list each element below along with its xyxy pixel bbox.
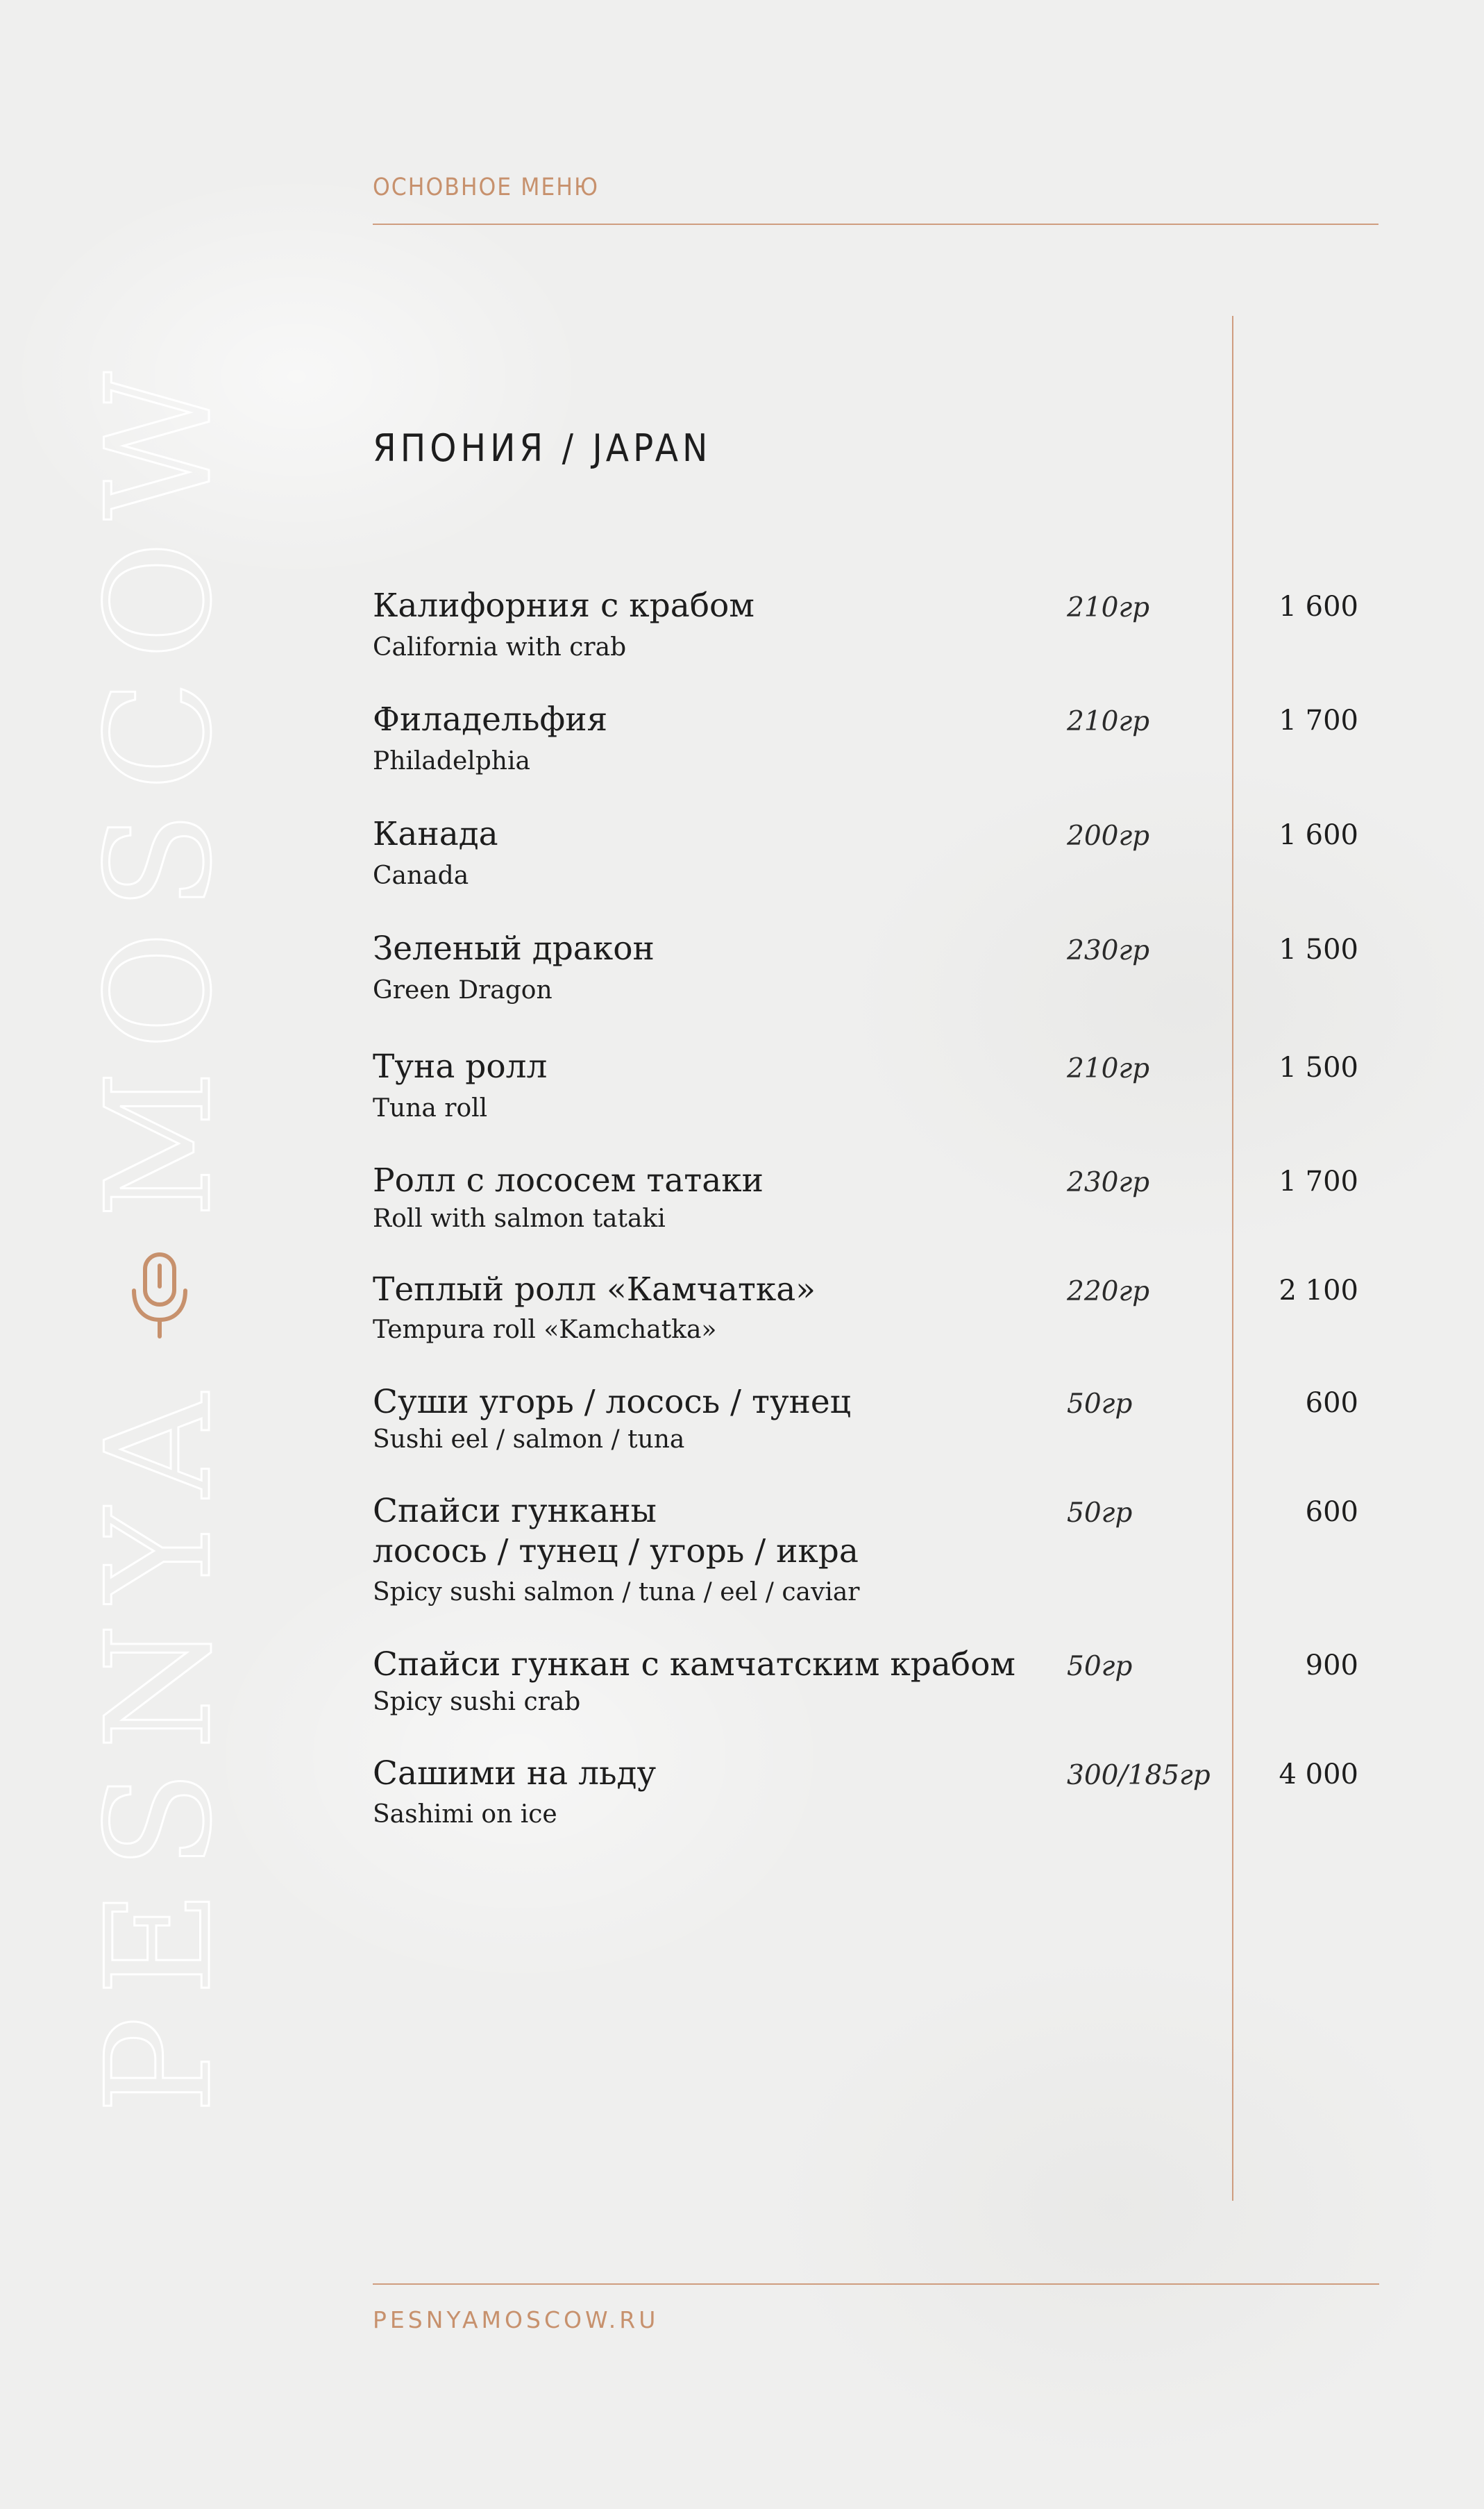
item-name: Теплый ролл «Камчатка»	[373, 1270, 816, 1309]
item-name: Калифорния с крабом	[373, 587, 754, 625]
item-name-english: Green Dragon	[373, 976, 553, 1005]
item-weight: 230гр	[1067, 935, 1150, 966]
item-price: 1 700	[1279, 705, 1358, 737]
menu-item	[373, 1644, 1358, 1748]
item-name-english: Tempura roll «Kamchatka»	[373, 1316, 717, 1344]
menu-item	[373, 1160, 1358, 1264]
item-price: 2 100	[1279, 1275, 1358, 1307]
menu-item	[373, 1046, 1358, 1150]
item-weight: 50гр	[1067, 1497, 1133, 1529]
item-name: Филадельфия	[373, 700, 608, 739]
item-price: 900	[1305, 1650, 1358, 1681]
item-price: 600	[1305, 1387, 1358, 1419]
item-price: 1 500	[1279, 934, 1358, 966]
item-price: 1 600	[1279, 591, 1358, 623]
microphone-icon	[115, 1257, 205, 1334]
item-name: Ролл с лососем татаки	[373, 1161, 764, 1200]
item-weight: 200гр	[1067, 821, 1150, 852]
item-weight: 50гр	[1067, 1388, 1133, 1420]
menu-item	[373, 1491, 1358, 1622]
item-weight: 210гр	[1067, 592, 1150, 623]
bottom-divider	[373, 2283, 1379, 2285]
item-weight: 220гр	[1067, 1276, 1150, 1307]
item-name-english: Spicy sushi salmon / tuna / eel / caviar	[373, 1578, 860, 1606]
item-name-line2: лосось / тунец / угорь / икра	[373, 1532, 859, 1570]
item-name-english: Spicy sushi crab	[373, 1688, 581, 1716]
menu-item	[373, 1269, 1358, 1373]
item-name: Туна ролл	[373, 1048, 548, 1086]
item-name: Сашими на льду	[373, 1754, 657, 1793]
item-weight: 230гр	[1067, 1167, 1150, 1198]
menu-item	[373, 814, 1358, 918]
top-divider	[373, 224, 1378, 225]
item-weight: 300/185гр	[1067, 1760, 1211, 1791]
menu-item	[373, 1753, 1358, 1857]
menu-item	[373, 1382, 1358, 1486]
menu-category-label: ОСНОВНОЕ МЕНЮ	[373, 174, 599, 201]
item-price: 4 000	[1279, 1759, 1358, 1790]
item-name-english: Tuna roll	[373, 1094, 488, 1123]
item-name-english: Sashimi on ice	[373, 1800, 557, 1829]
menu-item	[373, 585, 1358, 689]
item-name: Спайси гунканы	[373, 1492, 657, 1530]
item-name: Спайси гункан с камчатским крабом	[373, 1645, 1015, 1684]
item-name: Зеленый дракон	[373, 930, 655, 968]
menu-item	[373, 699, 1358, 803]
menu-item	[373, 928, 1358, 1032]
brand-watermark	[56, 97, 264, 2367]
item-price: 600	[1305, 1496, 1358, 1528]
item-name-english: Canada	[373, 862, 469, 890]
item-weight: 210гр	[1067, 1053, 1150, 1084]
section-title: ЯПОНИЯ / JAPAN	[373, 426, 712, 470]
item-name: Канада	[373, 815, 498, 853]
item-name-english: Roll with salmon tataki	[373, 1205, 666, 1233]
item-name-english: California with crab	[373, 633, 627, 662]
item-weight: 210гр	[1067, 706, 1150, 737]
brand-word-moscow: MOSCOW	[76, 351, 244, 1218]
item-name: Суши угорь / лосось / тунец	[373, 1383, 851, 1421]
website-link[interactable]: PESNYAMOSCOW.RU	[373, 2306, 659, 2333]
item-price: 1 700	[1279, 1166, 1358, 1198]
item-price: 1 500	[1279, 1052, 1358, 1084]
item-price: 1 600	[1279, 819, 1358, 851]
item-weight: 50гр	[1067, 1651, 1133, 1682]
item-name-english: Sushi eel / salmon / tuna	[373, 1425, 685, 1454]
item-name-english: Philadelphia	[373, 747, 530, 775]
brand-word-pesnya: PESNYA	[76, 1372, 244, 2114]
